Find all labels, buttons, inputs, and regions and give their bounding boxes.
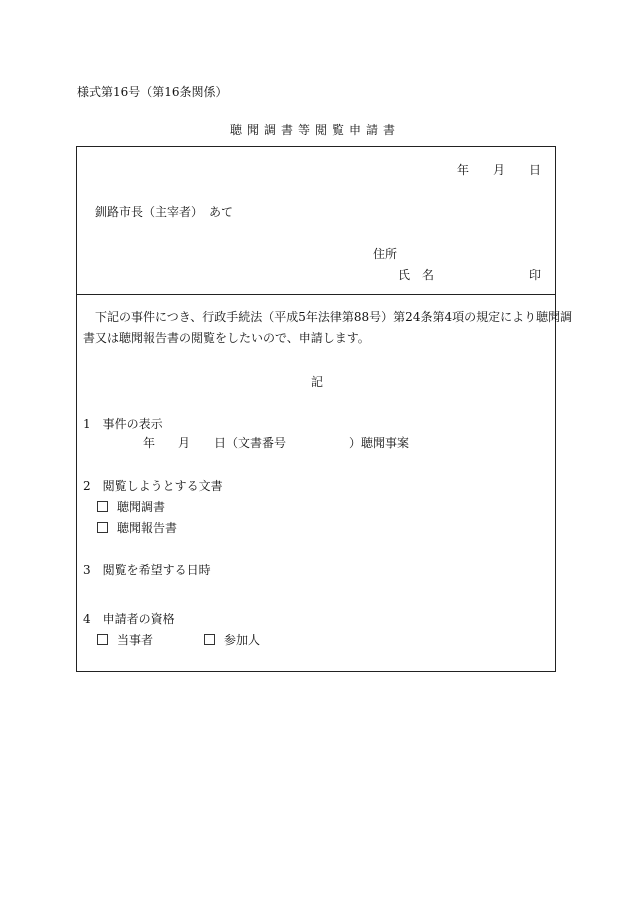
item1-month: 月 <box>178 436 191 450</box>
checkbox-icon[interactable] <box>97 522 108 533</box>
checkbox-icon[interactable] <box>97 634 108 645</box>
addressee: 釧路市長（主宰者） あて <box>95 205 234 219</box>
item1-document-number: 日（文書番号 <box>214 436 287 450</box>
option-hearing-record[interactable] <box>97 498 165 515</box>
option-label: 聴聞報告書 <box>117 521 178 535</box>
item2-title: 2 閲覧しようとする文書 <box>83 479 223 493</box>
item4-title: 4 申請者の資格 <box>83 612 175 626</box>
checkbox-icon[interactable] <box>97 501 108 512</box>
date-day-label: 日 <box>529 163 542 177</box>
name-label: 氏 名 <box>398 268 435 282</box>
request-text-line2: 書又は聴聞報告書の閲覧をしたいので、申請します。 <box>83 331 370 345</box>
date-year-label: 年 <box>457 163 470 177</box>
item1-case: ）聴聞事案 <box>349 436 410 450</box>
address-label: 住所 <box>373 247 398 261</box>
form-number: 様式第16号（第16条関係） <box>77 85 228 99</box>
request-text-line1: 下記の事件につき、行政手続法（平成5年法律第88号）第24条第4項の規定により聴聞調 <box>95 310 573 324</box>
option-label: 参加人 <box>224 633 261 647</box>
date-month-label: 月 <box>493 163 506 177</box>
document-title: 聴聞調書等閲覧申請書 <box>229 123 400 137</box>
seal-label: 印 <box>529 268 542 282</box>
option-hearing-report[interactable] <box>97 519 177 536</box>
section-divider <box>77 294 555 295</box>
item1-year: 年 <box>143 436 156 450</box>
checkbox-icon[interactable] <box>204 634 215 645</box>
item1-title: 1 事件の表示 <box>83 417 163 431</box>
application-date <box>77 161 555 177</box>
ki-heading: 記 <box>311 375 324 389</box>
option-participant[interactable] <box>204 631 260 648</box>
option-label: 聴聞調書 <box>117 500 166 514</box>
option-party[interactable] <box>97 631 153 648</box>
option-label: 当事者 <box>117 633 154 647</box>
form-frame <box>76 146 573 672</box>
item3-title: 3 閲覧を希望する日時 <box>83 563 211 577</box>
